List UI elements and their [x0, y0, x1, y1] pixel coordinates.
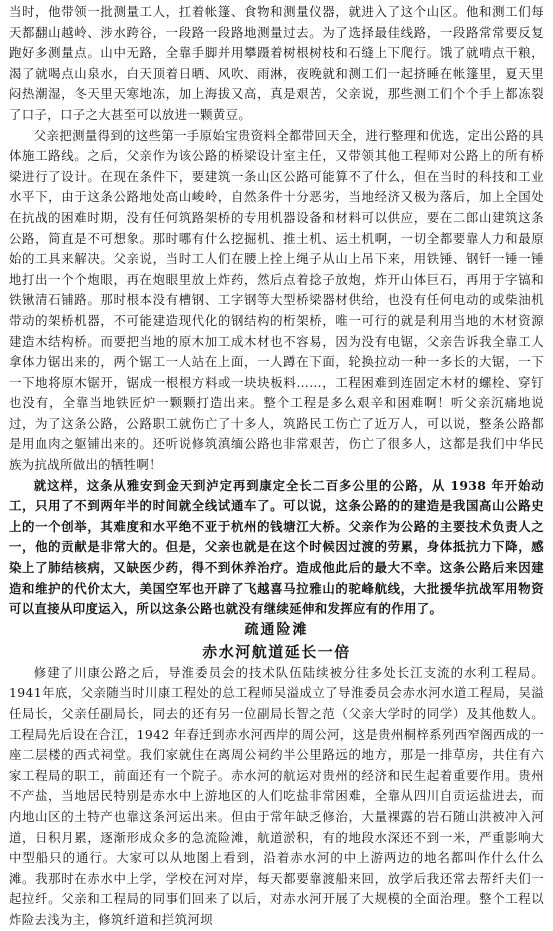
paragraph-survey: 当时，他带领一批测量工人，扛着帐篷、食物和测量仪器，就进入了这个山区。他和测工们每天都翻山越岭、涉水跨谷，一段路一段路地测量过去。为了选择最佳线路，一段路常常要反复跑好多测量点。山中无路，全靠手脚并用攀蹑着树根树枝和石缝上下爬行。饿了就啃点干粮，渴了就喝点山泉水，白天顶着日晒、风吹、雨淋，夜晚就和测工们一起挤睡在帐篷里，夏天里闷热潮湿，冬天里天寒地冻，加上海拔又高，真是艰苦，父亲说，那些测工们个个手上都冻裂了口子，口子之大甚至可以放进一颗黄豆。	[9, 4, 544, 122]
section-subtitle: 赤水河航道延长一倍	[202, 642, 351, 661]
paragraph-construction: 父亲把测量得到的这些第一手原始宝贵资料全都带回天全，进行整理和优选，定出公路的具体施工路线。之后，父亲作为该公路的桥梁设计室主任，又带领其他工程师对公路上的所有桥梁进行了设计。在现在条件下，要建筑一条山区公路可能算不了什么，但在当时的科技和工业水平下，由于这条公路地处高山峻岭，自然条件十分恶劣，当地经济又极为落后，加上全国处在抗战的困难时期，没有任何筑路架桥的专用机器设备和材料可以供应，要在二郎山建筑这条公路，简直是不可想象。那时哪有什么挖掘机、推土机、运土机啊，一切全都要靠人力和最原始的工具来解决。父亲说，当时工人们在腰上拴上绳子从山上吊下来，用铁锤、钢钎一锤一锤地打出一个个炮眼，再在炮眼里放上炸药，然后点着捻子放炮，炸开山体巨石，再用于字镐和铁锹清石铺路。那时根本没有槽钢、工字钢等大型桥梁器材供给，也没有任何电动的或柴油机带动的架桥机器，不可能建造现代化的钢结构的桁架桥，唯一可行的就是利用当地的木材资源建造木结构桥。而要把当地的原木加工成木材也不容易，因为没有电锯，父亲告诉我全靠工人拿体力锯出来的，两个锯工一人站在上面，一人蹲在下面，轮换拉动一种一多长的大锯，一下一下地将原木锯开，锯成一根根方料或一块块板料……，工程困难到连固定木材的螺栓、穿钉也没有，全靠当地铁匠炉一颗颗打造出来。整个工程是多么艰辛和困难啊！听父亲沉痛地说过，为了这条公路，公路职工就伤亡了十多人，筑路民工伤亡了近万人，可以说，整条公路都是用血肉之躯铺出来的。还听说修筑滇缅公路也非常艰苦，伤亡了很多人，这都是我们中华民族为抗战所做出的牺牲啊！	[9, 127, 544, 473]
paragraph-chishui-river: 修建了川康公路之后，导淮委员会的技术队伍陆续被分往多处长江支流的水利工程局。1941年底，父亲随当时川康工程处的总工程师吴溢成立了导淮委员会赤水河水道工程局，吴溢任局长，父亲任副局长，同去的还有另一位副局长智之范（父亲大学时的同学）及其他数人。工程局先后设在合江，1942 年春迁到赤水河西岸的周公河，这是贵州桐梓系列西窄阁西成的一座二层楼的西式祠堂。我们家就住在离周公祠约半公里路远的地方，那是一排草房，共住有六家工程局的职工，前面还有一个院子。赤水河的航运对贵州的经济和民生起着重要作用。贵州不产盐，当地居民特别是赤水中上游地区的人们吃盐非常困难，全靠从四川自贡运盐进去，而内地山区的土特产也靠这条河运出来。但由于常年缺乏修治，大量裸露的岩石随山洪被冲入河道，日积月累，逐渐形成众多的急流险滩，航道淤积，有的地段水深还不到一米，严重影响大中型船只的通行。大家可以从地图上看到，沿着赤水河的中上游两边的地名都叫作什么什么滩。我那时在赤水中上学，学校在河对岸，每天都要靠渡船来回，放学后我还常去帮纤夫们一起拉纤。父亲和工程局的同事们回来了以后，对赤水河开展了大规模的全面治理。整个工程以炸险去浅为主，修筑纤道和拦筑河坝	[9, 664, 544, 927]
paragraph-completion: 就这样，这条从雅安到金天到泸定再到康定全长二百多公里的公路，从 1938 年开始动工，只用了不到两年半的时间就全线试通车了。可以说，这条公路的的建造是我国高山公路史上的一个创举，其难度和水平绝不亚于杭州的钱塘江大桥。父亲作为公路的主要技术负责人之一，他的贡献是非常大的。但是，父亲也就是在这个时候因过渡的劳累，身体抵抗力下降，感染上了肺结核病，又缺医少药，得不到休养治疗。造成他此后的最大不幸。这条公路后来因建造和维护的代价太大，美国空军也开辟了飞越喜马拉雅山的驼峰航线，大批援华抗战军用物资可以直接从印度运入，所以这条公路也就没有继续延伸和发挥应有的作用了。	[9, 477, 544, 617]
section-title: 疏通险滩	[244, 621, 309, 638]
